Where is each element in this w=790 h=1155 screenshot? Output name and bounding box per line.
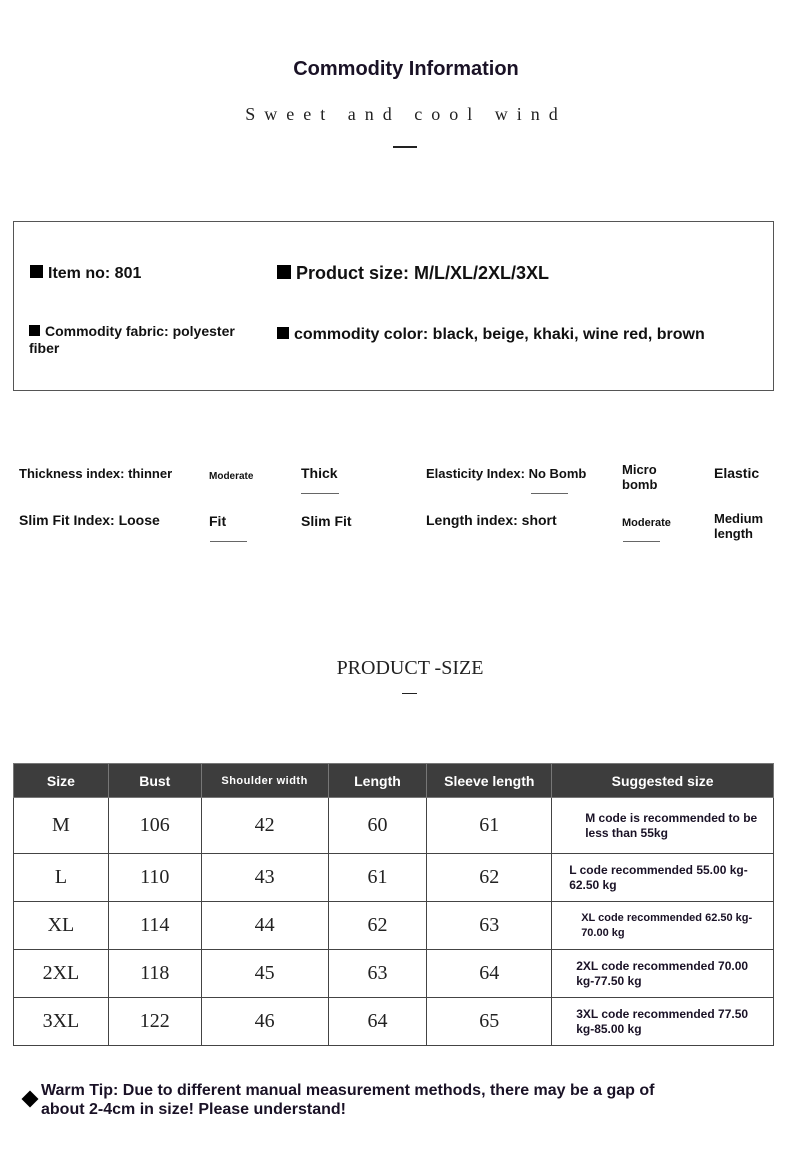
elasticity-option-micro-bomb: Micro bomb — [622, 462, 658, 492]
cell-suggested: 3XL code recommended 77.50 kg-85.00 kg — [552, 998, 774, 1046]
elasticity-index-label: Elasticity Index: No Bomb — [426, 466, 587, 481]
table-row — [14, 950, 774, 998]
size-table — [13, 763, 774, 1046]
length-selected-underline — [623, 541, 660, 542]
cell-bust: 114 — [108, 902, 201, 950]
cell-length: 61 — [328, 854, 427, 902]
slim-fit-index-label: Slim Fit Index: Loose — [19, 512, 160, 528]
cell-bust: 106 — [108, 798, 201, 854]
cell-sleeve: 62 — [427, 854, 552, 902]
cell-length: 64 — [328, 998, 427, 1046]
product-size — [277, 265, 549, 282]
header-sleeve-length: Sleeve length — [427, 764, 552, 798]
commodity-fabric-text: Commodity fabric: polyester fiber — [29, 323, 235, 356]
square-bullet-icon — [30, 265, 43, 278]
cell-sleeve: 61 — [427, 798, 552, 854]
cell-suggested: L code recommended 55.00 kg-62.50 kg — [552, 854, 774, 902]
warm-tip-text: Warm Tip: Due to different manual measurement methods, there may be a gap of about 2-4cm in size! Please understand! — [41, 1082, 655, 1118]
product-size-divider — [402, 693, 417, 694]
length-option-moderate: Moderate — [622, 517, 671, 529]
cell-sleeve: 65 — [427, 998, 552, 1046]
header-shoulder-width: Shoulder width — [201, 764, 328, 798]
thickness-option-thick: Thick — [301, 465, 338, 481]
slim-fit-option-slim-fit: Slim Fit — [301, 513, 352, 529]
elasticity-selected-underline — [531, 493, 568, 494]
diamond-bullet-icon — [22, 1091, 39, 1108]
cell-sleeve: 64 — [427, 950, 552, 998]
square-bullet-icon — [277, 327, 289, 339]
cell-suggested: M code is recommended to be less than 55kg — [552, 798, 774, 854]
page-title: Commodity Information — [293, 58, 519, 80]
cell-bust: 118 — [108, 950, 201, 998]
size-table-header — [14, 764, 774, 798]
length-index-label: Length index: short — [426, 512, 557, 528]
product-size-title: PRODUCT -SIZE — [336, 657, 484, 679]
cell-sleeve: 63 — [427, 902, 552, 950]
cell-shoulder: 45 — [201, 950, 328, 998]
cell-suggested: XL code recommended 62.50 kg-70.00 kg — [552, 902, 774, 950]
elasticity-option-elastic: Elastic — [714, 465, 760, 481]
table-row — [14, 902, 774, 950]
slim-fit-option-fit: Fit — [209, 513, 227, 529]
commodity-info-box — [13, 221, 774, 391]
commodity-color — [277, 326, 705, 343]
cell-size: 2XL — [14, 950, 109, 998]
thickness-selected-underline — [301, 493, 339, 494]
page-subtitle: Sweet and cool wind — [245, 104, 567, 124]
cell-length: 62 — [328, 902, 427, 950]
header-size: Size — [14, 764, 109, 798]
warm-tip — [24, 1081, 664, 1119]
cell-size: M — [14, 798, 109, 854]
header-bust: Bust — [108, 764, 201, 798]
cell-size: L — [14, 854, 109, 902]
thickness-index-label: Thickness index: thinner — [19, 466, 173, 481]
cell-size: XL — [14, 902, 109, 950]
cell-shoulder: 44 — [201, 902, 328, 950]
cell-bust: 110 — [108, 854, 201, 902]
table-row — [14, 854, 774, 902]
square-bullet-icon — [29, 325, 40, 336]
table-row — [14, 998, 774, 1046]
cell-length: 60 — [328, 798, 427, 854]
thickness-option-moderate: Moderate — [209, 471, 254, 482]
table-row — [14, 798, 774, 854]
slim-fit-selected-underline — [210, 541, 247, 542]
cell-size: 3XL — [14, 998, 109, 1046]
cell-shoulder: 42 — [201, 798, 328, 854]
cell-suggested: 2XL code recommended 70.00 kg-77.50 kg — [552, 950, 774, 998]
header-suggested-size: Suggested size — [552, 764, 774, 798]
header-length: Length — [328, 764, 427, 798]
item-no — [30, 265, 141, 282]
item-no-text: Item no: 801 — [48, 265, 142, 282]
product-size-text: Product size: M/L/XL/2XL/3XL — [296, 263, 550, 283]
cell-bust: 122 — [108, 998, 201, 1046]
cell-shoulder: 43 — [201, 854, 328, 902]
cell-shoulder: 46 — [201, 998, 328, 1046]
commodity-fabric — [29, 323, 264, 357]
title-divider — [393, 146, 417, 148]
commodity-color-text: commodity color: black, beige, khaki, wine red, brown — [294, 326, 705, 343]
length-option-medium-length: Medium length — [714, 511, 764, 541]
square-bullet-icon — [277, 265, 291, 279]
cell-length: 63 — [328, 950, 427, 998]
